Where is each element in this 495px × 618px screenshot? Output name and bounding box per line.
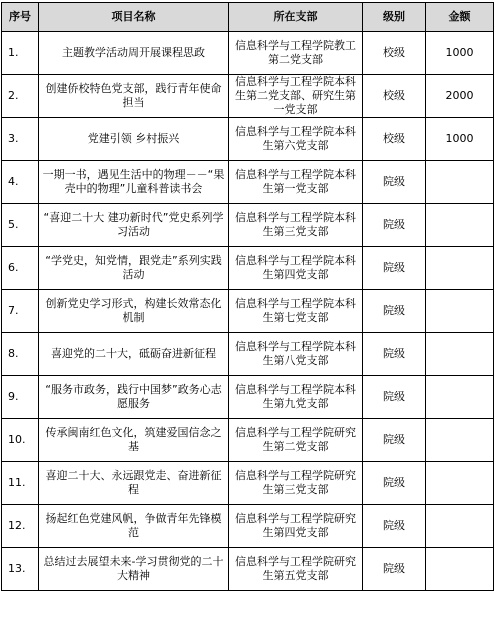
- table-row: [2, 247, 494, 290]
- cell-no: 3.: [2, 118, 39, 161]
- table-row: [2, 32, 494, 75]
- cell-amount: [426, 419, 494, 462]
- cell-branch: 信息科学与工程学院本科生第六党支部: [229, 118, 363, 161]
- cell-branch: 信息科学与工程学院本科生第四党支部: [229, 247, 363, 290]
- cell-branch: 信息科学与工程学院本科生第八党支部: [229, 333, 363, 376]
- table-body: [2, 32, 494, 591]
- cell-project-name: “喜迎二十大 建功新时代”党史系列学习活动: [39, 204, 229, 247]
- cell-amount: [426, 548, 494, 591]
- cell-no: 7.: [2, 290, 39, 333]
- cell-amount: [426, 290, 494, 333]
- cell-amount: 1000: [426, 118, 494, 161]
- cell-no: 2.: [2, 75, 39, 118]
- project-table: [1, 2, 494, 591]
- cell-project-name: 创建侨校特色党支部，践行青年使命担当: [39, 75, 229, 118]
- cell-no: 8.: [2, 333, 39, 376]
- cell-branch: 信息科学与工程学院研究生第三党支部: [229, 462, 363, 505]
- cell-amount: 2000: [426, 75, 494, 118]
- cell-branch: 信息科学与工程学院本科生第三党支部: [229, 204, 363, 247]
- table-row: [2, 419, 494, 462]
- cell-level: 院级: [363, 290, 426, 333]
- table-row: [2, 75, 494, 118]
- cell-level: 院级: [363, 204, 426, 247]
- table-row: [2, 290, 494, 333]
- cell-amount: [426, 333, 494, 376]
- cell-branch: 信息科学与工程学院教工第二党支部: [229, 32, 363, 75]
- table-row: [2, 333, 494, 376]
- cell-project-name: 一期一书，遇见生活中的物理－－“果壳中的物理”儿童科普读书会: [39, 161, 229, 204]
- cell-level: 校级: [363, 118, 426, 161]
- table-row: [2, 161, 494, 204]
- cell-amount: [426, 247, 494, 290]
- header-branch: 所在支部: [229, 3, 363, 32]
- table-row: [2, 548, 494, 591]
- cell-branch: 信息科学与工程学院本科生第九党支部: [229, 376, 363, 419]
- table-header-row: [2, 3, 494, 32]
- header-level: 级别: [363, 3, 426, 32]
- cell-no: 6.: [2, 247, 39, 290]
- cell-amount: [426, 204, 494, 247]
- cell-no: 11.: [2, 462, 39, 505]
- cell-project-name: 喜迎二十大、永远跟党走、奋进新征程: [39, 462, 229, 505]
- cell-branch: 信息科学与工程学院本科生第二党支部、研究生第一党支部: [229, 75, 363, 118]
- cell-branch: 信息科学与工程学院本科生第一党支部: [229, 161, 363, 204]
- cell-project-name: 扬起红色党建风帆，争做青年先锋模范: [39, 505, 229, 548]
- cell-amount: 1000: [426, 32, 494, 75]
- cell-no: 9.: [2, 376, 39, 419]
- header-no: 序号: [2, 3, 39, 32]
- cell-level: 院级: [363, 462, 426, 505]
- cell-branch: 信息科学与工程学院本科生第七党支部: [229, 290, 363, 333]
- cell-level: 校级: [363, 32, 426, 75]
- cell-no: 1.: [2, 32, 39, 75]
- cell-level: 院级: [363, 505, 426, 548]
- cell-branch: 信息科学与工程学院研究生第五党支部: [229, 548, 363, 591]
- cell-project-name: 总结过去展望未来-学习贯彻党的二十大精神: [39, 548, 229, 591]
- cell-no: 12.: [2, 505, 39, 548]
- cell-level: 院级: [363, 333, 426, 376]
- cell-amount: [426, 161, 494, 204]
- cell-level: 院级: [363, 161, 426, 204]
- cell-level: 院级: [363, 548, 426, 591]
- table-row: [2, 204, 494, 247]
- cell-project-name: “学党史，知党情，跟党走”系列实践活动: [39, 247, 229, 290]
- cell-project-name: “服务市政务，践行中国梦”政务心志愿服务: [39, 376, 229, 419]
- table-row: [2, 118, 494, 161]
- cell-no: 5.: [2, 204, 39, 247]
- cell-project-name: 创新党史学习形式，构建长效常态化机制: [39, 290, 229, 333]
- table-row: [2, 462, 494, 505]
- cell-no: 4.: [2, 161, 39, 204]
- cell-amount: [426, 505, 494, 548]
- cell-amount: [426, 462, 494, 505]
- cell-branch: 信息科学与工程学院研究生第二党支部: [229, 419, 363, 462]
- cell-project-name: 喜迎党的二十大，砥砺奋进新征程: [39, 333, 229, 376]
- table-row: [2, 376, 494, 419]
- cell-project-name: 主题教学活动周开展课程思政: [39, 32, 229, 75]
- cell-project-name: 党建引领 乡村振兴: [39, 118, 229, 161]
- cell-project-name: 传承闽南红色文化，筑建爱国信念之基: [39, 419, 229, 462]
- cell-level: 院级: [363, 376, 426, 419]
- cell-branch: 信息科学与工程学院研究生第四党支部: [229, 505, 363, 548]
- cell-no: 13.: [2, 548, 39, 591]
- header-project-name: 项目名称: [39, 3, 229, 32]
- header-amount: 金额: [426, 3, 494, 32]
- cell-level: 校级: [363, 75, 426, 118]
- table-row: [2, 505, 494, 548]
- cell-no: 10.: [2, 419, 39, 462]
- cell-amount: [426, 376, 494, 419]
- cell-level: 院级: [363, 247, 426, 290]
- cell-level: 院级: [363, 419, 426, 462]
